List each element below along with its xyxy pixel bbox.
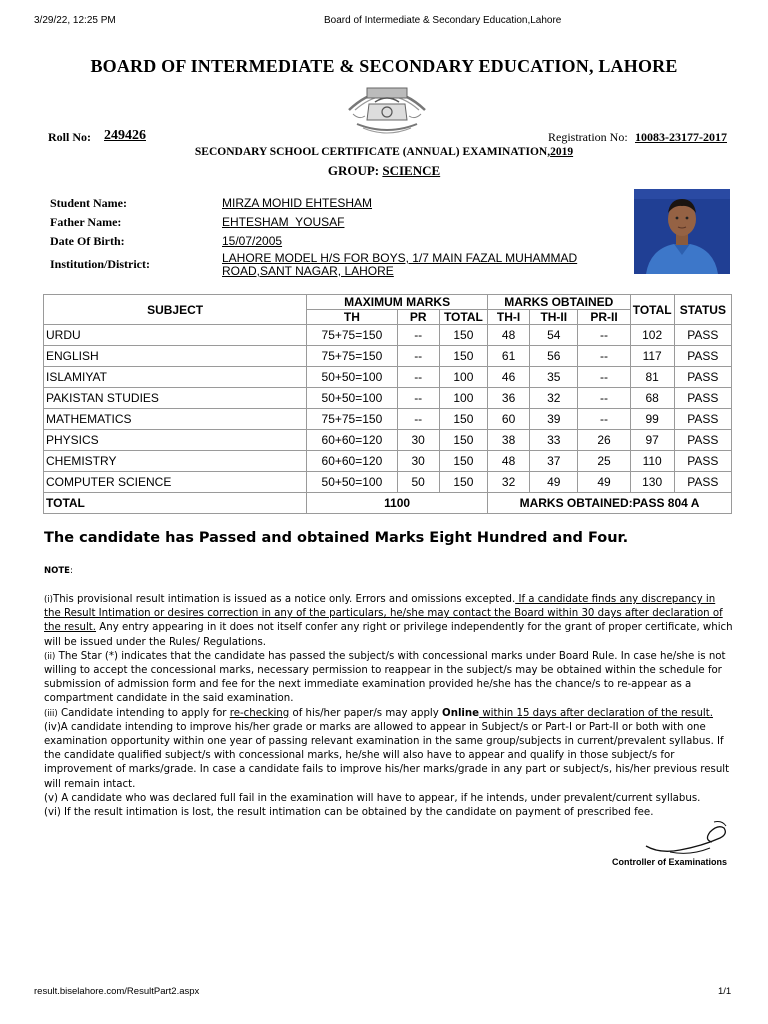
table-row (44, 325, 732, 346)
cell-pr2: 49 (578, 472, 630, 493)
note-heading (44, 566, 73, 576)
total-max-marks: 1100 (307, 493, 488, 514)
cell-subject: ENGLISH (44, 346, 307, 367)
header-max-marks: MAXIMUM MARKS (307, 295, 488, 310)
cell-pr: -- (397, 409, 439, 430)
institution-line-1: LAHORE MODEL H/S FOR BOYS, 1/7 MAIN FAZAL MUHAMMAD (222, 251, 578, 265)
header-th1: TH-I (487, 310, 529, 325)
cell-pr2: -- (578, 346, 630, 367)
note-item-vi: (vi) If the result intimation is lost, the result intimation can be obtained by the candidate on payment of prescribed fee. (44, 807, 654, 819)
cell-pr2: -- (578, 388, 630, 409)
cell-th: 75+75=150 (307, 346, 397, 367)
total-row (44, 493, 732, 514)
note-iii-marker: (iii) (44, 708, 58, 719)
exam-name: SECONDARY SCHOOL CERTIFICATE (ANNUAL) EXAMINATION, (194, 146, 551, 158)
cell-pr: -- (397, 346, 439, 367)
cell-th1: 48 (487, 451, 529, 472)
note-item-ii (44, 650, 734, 707)
header-sub-total: TOTAL (439, 310, 487, 325)
cell-th2: 54 (530, 325, 578, 346)
header-subject: SUBJECT (44, 295, 307, 325)
cell-status: PASS (674, 388, 731, 409)
cell-subject: CHEMISTRY (44, 451, 307, 472)
controller-signature (640, 816, 735, 858)
marks-obtained-summary: MARKS OBTAINED:PASS 804 A (487, 493, 731, 514)
cell-th: 60+60=120 (307, 430, 397, 451)
cell-th2: 37 (530, 451, 578, 472)
cell-pr2: 26 (578, 430, 630, 451)
table-row (44, 451, 732, 472)
cell-th1: 61 (487, 346, 529, 367)
note-i-text-underlined: If a candidate finds any discrepancy in the Result Intimation or desires correction in any of the particulars, he/she may contact the Board within 30 days after declaration of the result. (44, 594, 723, 634)
dob-label: Date Of Birth: (50, 234, 125, 248)
bise-lahore-crest-icon (345, 80, 429, 140)
header-marks-obtained: MARKS OBTAINED (487, 295, 630, 310)
table-header-row-1 (44, 295, 732, 310)
cell-status: PASS (674, 451, 731, 472)
cell-th: 50+50=100 (307, 472, 397, 493)
note-iii-rechecking: re-checking (229, 707, 290, 719)
cell-grand: 130 (630, 472, 674, 493)
cell-status: PASS (674, 472, 731, 493)
cell-total: 150 (439, 346, 487, 367)
cell-grand: 97 (630, 430, 674, 451)
group-value: SCIENCE (382, 163, 441, 178)
cell-total: 150 (439, 451, 487, 472)
table-row (44, 388, 732, 409)
note-label: NOTE (44, 566, 70, 576)
table-row (44, 346, 732, 367)
cell-grand: 68 (630, 388, 674, 409)
cell-subject: ISLAMIYAT (44, 367, 307, 388)
header-th2: TH-II (530, 310, 578, 325)
cell-total: 150 (439, 409, 487, 430)
cell-status: PASS (674, 430, 731, 451)
note-item-iv: (iv)A candidate intending to improve his/her grade or marks are allowed to appear in Subject/s or Part-I or Part-II or both with one examination opportunity within one year of passing relevant examination in the same group/subjects in current/prevalent syllabus. If the candidate qualified subject/s with concessional marks, he/she will also have to appear and qualify in those subject/s for improvement of marks/grade. In case a candidate fails to improve his/her marks/grade in any part or subject/s, his/her previous result will remain intact. (44, 721, 730, 790)
note-iii-text-c: within 15 days after declaration of the result. (479, 707, 713, 719)
cell-status: PASS (674, 346, 731, 367)
header-pr: PR (397, 310, 439, 325)
cell-th: 75+75=150 (307, 325, 397, 346)
header-th: TH (307, 310, 397, 325)
cell-th: 50+50=100 (307, 388, 397, 409)
cell-grand: 102 (630, 325, 674, 346)
cell-pr: 50 (397, 472, 439, 493)
cell-th1: 48 (487, 325, 529, 346)
header-pr2: PR-II (578, 310, 630, 325)
cell-status: PASS (674, 325, 731, 346)
total-label: TOTAL (44, 493, 307, 514)
institution-label: Institution/District: (50, 257, 150, 271)
date-of-birth: 15/07/2005 (222, 234, 283, 248)
table-row (44, 430, 732, 451)
cell-th1: 38 (487, 430, 529, 451)
roll-number: 249426 (104, 128, 146, 143)
note-iii-text-a: Candidate intending to apply for (57, 707, 230, 719)
note-item-i (44, 593, 734, 650)
board-title: BOARD OF INTERMEDIATE & SECONDARY EDUCATION, LAHORE (90, 56, 678, 76)
cell-th2: 49 (530, 472, 578, 493)
cell-pr2: -- (578, 367, 630, 388)
cell-grand: 99 (630, 409, 674, 430)
cell-th2: 35 (530, 367, 578, 388)
cell-total: 100 (439, 388, 487, 409)
cell-subject: PHYSICS (44, 430, 307, 451)
cell-th: 60+60=120 (307, 451, 397, 472)
cell-th1: 46 (487, 367, 529, 388)
footer-page-number: 1/1 (718, 986, 732, 997)
student-photo (634, 189, 730, 274)
print-page-title: Board of Intermediate & Secondary Education,Lahore (324, 15, 562, 26)
note-iii-online: Online (442, 707, 480, 719)
exam-title (0, 146, 768, 158)
cell-grand: 81 (630, 367, 674, 388)
table-row (44, 409, 732, 430)
cell-grand: 110 (630, 451, 674, 472)
table-row (44, 472, 732, 493)
roll-label: Roll No: (48, 130, 91, 144)
cell-status: PASS (674, 409, 731, 430)
marks-body (44, 325, 732, 493)
result-statement: The candidate has Passed and obtained Marks Eight Hundred and Four. (44, 530, 629, 546)
group-line (0, 163, 768, 179)
note-iii-text-b: of his/her paper/s may apply (289, 707, 443, 719)
note-colon: : (69, 566, 73, 576)
note-i-marker: (i) (44, 595, 53, 605)
cell-subject: COMPUTER SCIENCE (44, 472, 307, 493)
notes-section (44, 593, 734, 820)
footer-url: result.biselahore.com/ResultPart2.aspx (34, 986, 200, 997)
cell-th2: 33 (530, 430, 578, 451)
print-datetime: 3/29/22, 12:25 PM (34, 15, 116, 26)
student-name-label: Student Name: (50, 196, 127, 210)
note-ii-text: The Star (*) indicates that the candidate has passed the subject/s with concessional marks under Board Rule. In case he/she is not willing to accept the concessional marks, necessary permission to reappear in the subject/s may be obtained within the schedule for submission of admission form and fee for the next immediate examination provided he/she has the chance/s to re-appear as a compartment candidate in the said examination. (44, 650, 726, 705)
cell-th: 75+75=150 (307, 409, 397, 430)
group-label: GROUP: (327, 163, 380, 178)
cell-th1: 36 (487, 388, 529, 409)
note-i-text-b: Any entry appearing in it does not itself confer any right or privilege independently for the grant of proper certificate, which will be issued under the Rules/ Regulations. (44, 622, 733, 648)
note-i-text-a: This provisional result intimation is issued as a notice only. Errors and omissions excepted. (53, 594, 516, 605)
father-name: EHTESHAM YOUSAF (222, 215, 345, 229)
cell-total: 150 (439, 430, 487, 451)
student-name: MIRZA MOHID EHTESHAM (222, 196, 373, 210)
cell-status: PASS (674, 367, 731, 388)
institution-line-2: ROAD,SANT NAGAR, LAHORE (222, 264, 394, 278)
cell-subject: PAKISTAN STUDIES (44, 388, 307, 409)
cell-pr: 30 (397, 451, 439, 472)
cell-pr: -- (397, 325, 439, 346)
cell-pr2: 25 (578, 451, 630, 472)
cell-total: 100 (439, 367, 487, 388)
table-row (44, 367, 732, 388)
registration-label: Registration No: (548, 130, 628, 144)
signatory-title: Controller of Examinations (612, 857, 728, 867)
cell-th2: 56 (530, 346, 578, 367)
cell-total: 150 (439, 472, 487, 493)
cell-th1: 60 (487, 409, 529, 430)
cell-pr: -- (397, 367, 439, 388)
exam-year: 2019 (550, 146, 574, 158)
note-item-iii (44, 707, 734, 721)
cell-th1: 32 (487, 472, 529, 493)
note-ii-marker: (ii) (44, 651, 56, 662)
registration-number: 10083-23177-2017 (635, 130, 727, 144)
cell-subject: MATHEMATICS (44, 409, 307, 430)
cell-pr: 30 (397, 430, 439, 451)
cell-total: 150 (439, 325, 487, 346)
header-total: TOTAL (630, 295, 674, 325)
cell-subject: URDU (44, 325, 307, 346)
header-status: STATUS (674, 295, 731, 325)
marks-table (43, 294, 732, 514)
cell-th2: 32 (530, 388, 578, 409)
note-item-v: (v) A candidate who was declared full fail in the examination will have to appear, if he intends, under prevalent/current syllabus. (44, 792, 701, 804)
father-name-label: Father Name: (50, 215, 122, 229)
cell-pr: -- (397, 388, 439, 409)
cell-pr2: -- (578, 325, 630, 346)
cell-grand: 117 (630, 346, 674, 367)
cell-th2: 39 (530, 409, 578, 430)
cell-th: 50+50=100 (307, 367, 397, 388)
cell-pr2: -- (578, 409, 630, 430)
